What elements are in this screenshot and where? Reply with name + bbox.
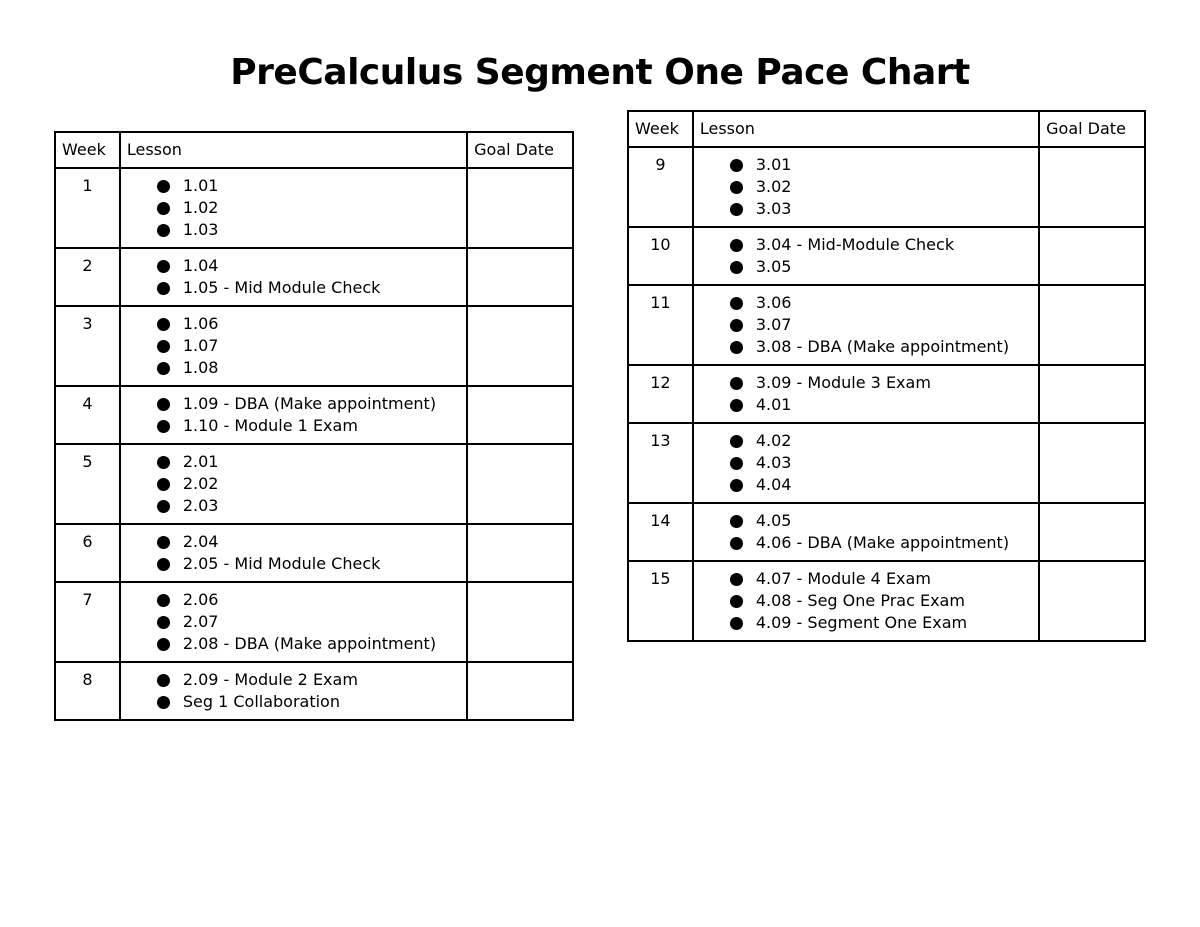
lesson-cell [120, 248, 467, 306]
lesson-list [730, 234, 1034, 278]
lesson-cell [120, 582, 467, 662]
lesson-item: 1.06 [157, 313, 462, 335]
lesson-item: 3.03 [730, 198, 1034, 220]
goal-date-cell[interactable] [1039, 561, 1145, 641]
lesson-item: 1.02 [157, 197, 462, 219]
week-number: 2 [55, 248, 120, 306]
table-row [55, 662, 573, 720]
lesson-item: 4.01 [730, 394, 1034, 416]
week-number: 7 [55, 582, 120, 662]
lesson-item: 4.06 - DBA (Make appointment) [730, 532, 1034, 554]
lesson-cell [693, 365, 1039, 423]
lesson-cell [693, 147, 1039, 227]
goal-date-cell[interactable] [1039, 423, 1145, 503]
lesson-list [157, 669, 462, 713]
column-header-lesson: Lesson [120, 132, 467, 168]
goal-date-cell[interactable] [467, 248, 573, 306]
lesson-item: 1.04 [157, 255, 462, 277]
lesson-item: 4.07 - Module 4 Exam [730, 568, 1034, 590]
lesson-item: 4.05 [730, 510, 1034, 532]
lesson-item: 3.06 [730, 292, 1034, 314]
lesson-cell [693, 561, 1039, 641]
lesson-cell [693, 227, 1039, 285]
column-header-week: Week [55, 132, 120, 168]
goal-date-cell[interactable] [467, 662, 573, 720]
pace-table-left [54, 131, 574, 721]
lesson-item: 2.07 [157, 611, 462, 633]
lesson-list [157, 393, 462, 437]
table-row [628, 561, 1145, 641]
lesson-item: Seg 1 Collaboration [157, 691, 462, 713]
table-row [628, 365, 1145, 423]
column-header-week: Week [628, 111, 693, 147]
week-number: 5 [55, 444, 120, 524]
table-row [628, 285, 1145, 365]
week-number: 6 [55, 524, 120, 582]
column-header-goal-date: Goal Date [467, 132, 573, 168]
goal-date-cell[interactable] [1039, 227, 1145, 285]
lesson-item: 4.09 - Segment One Exam [730, 612, 1034, 634]
week-number: 1 [55, 168, 120, 248]
lesson-item: 1.08 [157, 357, 462, 379]
lesson-item: 2.04 [157, 531, 462, 553]
lesson-item: 4.02 [730, 430, 1034, 452]
table-row [55, 524, 573, 582]
table-row [55, 386, 573, 444]
lesson-cell [693, 423, 1039, 503]
lesson-list [730, 568, 1034, 634]
lesson-list [730, 510, 1034, 554]
table-row [55, 582, 573, 662]
week-number: 9 [628, 147, 693, 227]
table-row [55, 168, 573, 248]
lesson-item: 3.01 [730, 154, 1034, 176]
table-header-row [55, 132, 573, 168]
table-body-right [628, 147, 1145, 641]
column-header-goal-date: Goal Date [1039, 111, 1145, 147]
lesson-cell [693, 285, 1039, 365]
goal-date-cell[interactable] [1039, 365, 1145, 423]
week-number: 3 [55, 306, 120, 386]
lesson-list [157, 589, 462, 655]
lesson-list [730, 154, 1034, 220]
lesson-cell [120, 662, 467, 720]
lesson-item: 3.02 [730, 176, 1034, 198]
table-row [628, 423, 1145, 503]
week-number: 11 [628, 285, 693, 365]
lesson-cell [120, 444, 467, 524]
lesson-item: 3.08 - DBA (Make appointment) [730, 336, 1034, 358]
lesson-cell [120, 168, 467, 248]
lesson-item: 1.09 - DBA (Make appointment) [157, 393, 462, 415]
table-row [628, 227, 1145, 285]
lesson-list [730, 292, 1034, 358]
column-header-lesson: Lesson [693, 111, 1039, 147]
lesson-item: 3.05 [730, 256, 1034, 278]
lesson-item: 2.06 [157, 589, 462, 611]
week-number: 14 [628, 503, 693, 561]
lesson-cell [120, 524, 467, 582]
goal-date-cell[interactable] [1039, 285, 1145, 365]
lesson-item: 3.09 - Module 3 Exam [730, 372, 1034, 394]
table-row [628, 147, 1145, 227]
lesson-item: 1.10 - Module 1 Exam [157, 415, 462, 437]
table-row [55, 306, 573, 386]
pace-table-right [627, 110, 1146, 642]
week-number: 10 [628, 227, 693, 285]
lesson-item: 2.08 - DBA (Make appointment) [157, 633, 462, 655]
page-title: PreCalculus Segment One Pace Chart [230, 52, 970, 93]
table-header-row [628, 111, 1145, 147]
lesson-item: 1.03 [157, 219, 462, 241]
lesson-item: 2.05 - Mid Module Check [157, 553, 462, 575]
goal-date-cell[interactable] [467, 582, 573, 662]
week-number: 4 [55, 386, 120, 444]
lesson-list [157, 451, 462, 517]
lesson-list [157, 313, 462, 379]
goal-date-cell[interactable] [467, 444, 573, 524]
lesson-cell [120, 386, 467, 444]
lesson-list [157, 531, 462, 575]
lesson-item: 2.03 [157, 495, 462, 517]
lesson-list [157, 255, 462, 299]
goal-date-cell[interactable] [467, 306, 573, 386]
week-number: 15 [628, 561, 693, 641]
table-row [628, 503, 1145, 561]
table-row [55, 248, 573, 306]
lesson-item: 2.01 [157, 451, 462, 473]
lesson-list [730, 430, 1034, 496]
table-body-left [55, 168, 573, 720]
goal-date-cell[interactable] [467, 386, 573, 444]
lesson-item: 2.02 [157, 473, 462, 495]
goal-date-cell[interactable] [467, 524, 573, 582]
lesson-list [730, 372, 1034, 416]
week-number: 8 [55, 662, 120, 720]
week-number: 12 [628, 365, 693, 423]
lesson-item: 3.04 - Mid-Module Check [730, 234, 1034, 256]
lesson-list [157, 175, 462, 241]
lesson-item: 4.04 [730, 474, 1034, 496]
table-row [55, 444, 573, 524]
lesson-item: 1.07 [157, 335, 462, 357]
lesson-item: 4.08 - Seg One Prac Exam [730, 590, 1034, 612]
lesson-item: 3.07 [730, 314, 1034, 336]
goal-date-cell[interactable] [1039, 503, 1145, 561]
lesson-item: 1.01 [157, 175, 462, 197]
lesson-item: 1.05 - Mid Module Check [157, 277, 462, 299]
lesson-item: 4.03 [730, 452, 1034, 474]
week-number: 13 [628, 423, 693, 503]
lesson-cell [120, 306, 467, 386]
lesson-item: 2.09 - Module 2 Exam [157, 669, 462, 691]
lesson-cell [693, 503, 1039, 561]
goal-date-cell[interactable] [1039, 147, 1145, 227]
goal-date-cell[interactable] [467, 168, 573, 248]
